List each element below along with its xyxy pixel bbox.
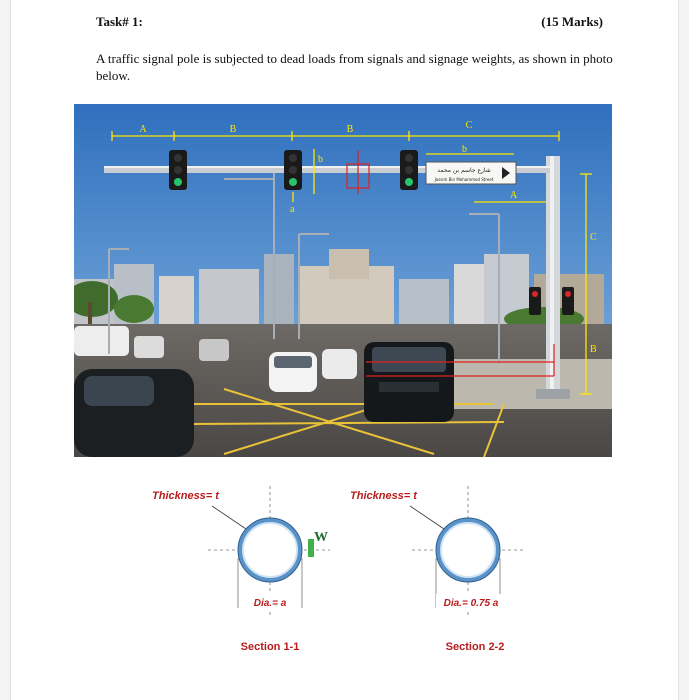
section-1-1	[152, 486, 330, 653]
intro-paragraph: A traffic signal pole is subjected to dead loads from signals and signage weights, as shown in photo below.	[96, 51, 613, 83]
label-b-left: b	[318, 154, 323, 165]
street-sign	[426, 162, 516, 184]
sign-arabic-text: شارع جاسم بن محمد	[437, 167, 491, 174]
marks-label: (15 Marks)	[541, 14, 603, 29]
traffic-light-1	[169, 150, 187, 190]
dim-label-A: A	[139, 124, 147, 135]
task-title: Task# 1:	[96, 14, 143, 29]
thickness-label-1: Thickness= t	[152, 490, 219, 502]
label-B-inline: B	[590, 344, 597, 355]
cross-section-diagrams	[130, 478, 580, 658]
dim-label-C-top: C	[465, 120, 473, 131]
traffic-light-2	[284, 150, 302, 190]
label-a: a	[290, 204, 295, 215]
dim-label-B1: B	[229, 124, 237, 135]
section-label-2: Section 2-2	[445, 641, 505, 653]
traffic-light-3	[400, 150, 418, 190]
label-C-vertical: C	[590, 232, 597, 243]
thickness-label-2: Thickness= t	[350, 490, 417, 502]
dia-label-1: Dia.= a	[253, 598, 287, 609]
dia-label-2: Dia.= 0.75 a	[443, 598, 499, 609]
section-label-1: Section 1-1	[240, 641, 300, 653]
section-2-2	[350, 486, 525, 653]
traffic-signal-photo	[74, 104, 612, 457]
dim-label-B2: B	[346, 124, 354, 135]
sign-english-text: Jassim Bin Mohammed Street	[434, 177, 494, 182]
label-b-right: b	[462, 144, 467, 155]
label-A-inline: A	[510, 190, 518, 201]
weight-label: W	[314, 530, 328, 545]
